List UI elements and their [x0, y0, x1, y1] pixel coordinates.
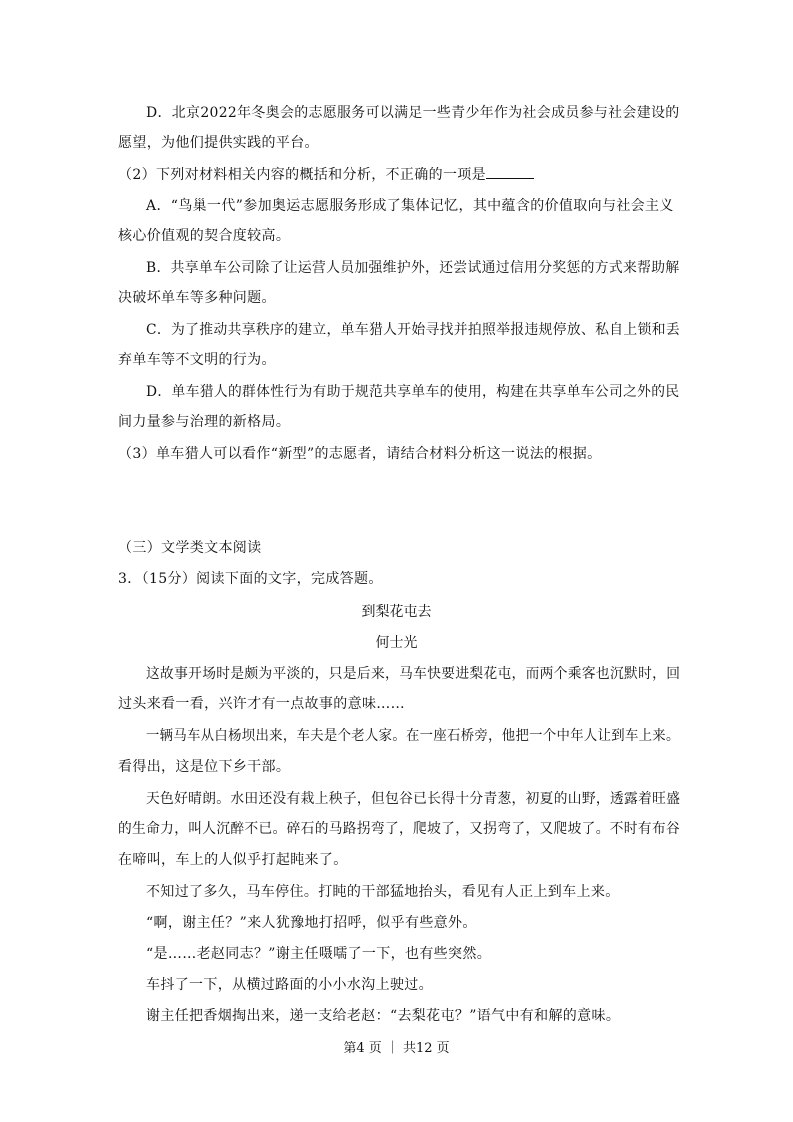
- q2-option-d-line1: D．单车猎人的群体性行为有助于规范共享单车的使用，构建在共享单车公司之外的民: [146, 384, 680, 400]
- q2-option-b-line1: B．共享单车公司除了让运营人员加强维护外，还尝试通过信用分奖惩的方式来帮助解: [146, 260, 680, 276]
- story-p6: “是……老赵同志？”谢主任嗫嚅了一下，也有些突然。: [146, 946, 492, 962]
- story-p3-line2: 的生命力，叫人沉醉不已。碎石的马路拐弯了，爬坡了，又拐弯了，又爬坡了。不时有布谷: [118, 821, 681, 837]
- q2-option-c-line1: C．为了推动共享秩序的建立，单车猎人开始寻找并拍照举报违规停放、私自上锁和丢: [146, 322, 680, 338]
- page-footer: 第4 页 ｜ 共12 页: [343, 1041, 450, 1056]
- story-p5: “啊，谢主任？”来人犹豫地打招呼，似乎有些意外。: [146, 915, 477, 931]
- q2-option-a-line2: 核心价值观的契合度较高。: [118, 228, 291, 244]
- q3-stem: （3）单车猎人可以看作“新型”的志愿者，请结合材料分析这一说法的根据。: [118, 446, 602, 462]
- q2-stem: [118, 164, 534, 185]
- section-heading: （三）文学类文本阅读: [118, 540, 262, 556]
- story-p2-line2: 看得出，这是位下乡干部。: [118, 759, 291, 775]
- story-p8: 谢主任把香烟掏出来，递一支给老赵：“去梨花屯？”语气中有和解的意味。: [146, 1008, 621, 1024]
- story-p3-line1: 天色好晴朗。水田还没有栽上秧子，但包谷已长得十分青葱，初夏的山野，透露着旺盛: [146, 791, 681, 807]
- q2-option-d-line2: 间力量参与治理的新格局。: [118, 414, 291, 430]
- q2-option-b-line2: 决破坏单车等多种问题。: [118, 290, 276, 306]
- q2-stem-text: （2）下列对材料相关内容的概括和分析，不正确的一项是: [118, 167, 487, 183]
- story-p7: 车抖了一下，从横过路面的小小水沟上驶过。: [146, 977, 433, 993]
- q2-option-a-line1: A．“鸟巢一代”参加奥运志愿服务形成了集体记忆，其中蕴含的价值取向与社会主义: [146, 198, 674, 214]
- story-title: 到梨花屯去: [361, 604, 432, 620]
- story-author: 何士光: [375, 635, 418, 651]
- story-p4: 不知过了多久，马车停住。打盹的干部猛地抬头，看见有人正上到车上来。: [146, 884, 620, 900]
- story-p1-line1: 这故事开场时是颇为平淡的，只是后来，马车快要进梨花屯，而两个乘客也沉默时，回: [146, 666, 681, 682]
- story-p2-line1: 一辆马车从白杨坝出来，车夫是个老人家。在一座石桥旁，他把一个中年人让到车上来。: [146, 728, 680, 744]
- answer-blank: [486, 164, 534, 179]
- question3-intro: 3．（15分）阅读下面的文字，完成答题。: [118, 571, 383, 587]
- q1-option-d-line1: D．北京2022年冬奥会的志愿服务可以满足一些青少年作为社会成员参与社会建设的: [146, 105, 680, 121]
- q2-option-c-line2: 弃单车等不文明的行为。: [118, 352, 276, 368]
- q1-option-d-line2: 愿望，为他们提供实践的平台。: [118, 135, 319, 151]
- story-p3-line3: 在啼叫，车上的人似乎打起盹来了。: [118, 852, 348, 868]
- story-p1-line2: 过头来看一看，兴许才有一点故事的意味……: [118, 696, 405, 712]
